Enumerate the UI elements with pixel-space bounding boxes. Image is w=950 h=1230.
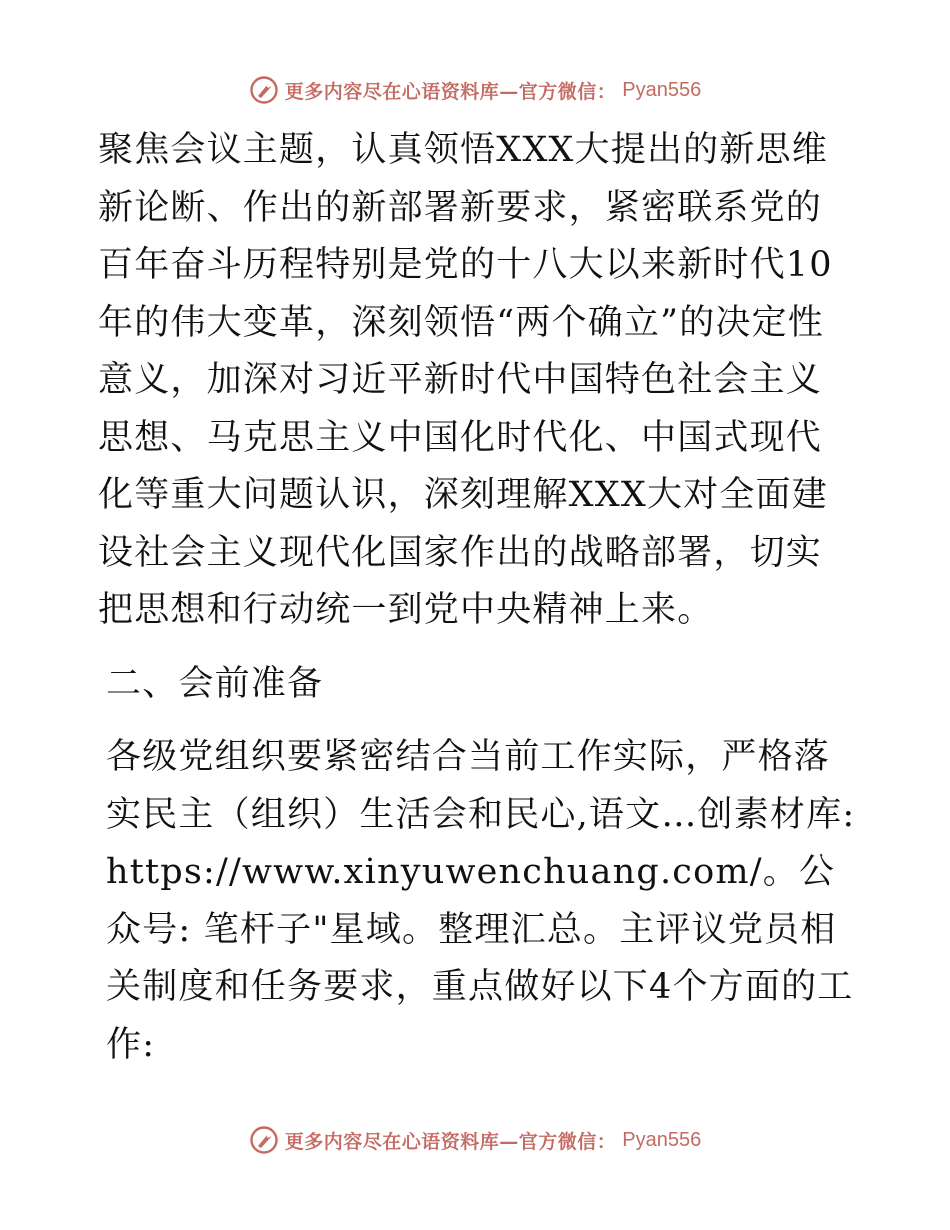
pen-nib-seal-icon [249,75,279,105]
footer-banner [0,1120,950,1160]
pen-nib-seal-icon [249,1125,279,1155]
header-banner [0,70,950,110]
wechat-id: Pyan556 [622,1128,702,1151]
paragraph-2: 各级党组织要紧密结合当前工作实际，严格落实民主（组织）生活会和民心,语文…创素材库: https://www.xinyuwenchuang.com/。公众号: 笔杆子"星域。整理汇总。主评议党员相关制度和任务要求，重点做好以下4个方面的工作: [106,737,868,1065]
document-body [98,122,868,1074]
banner-title: 更多内容尽在心语资料库—官方微信： [284,80,617,103]
wechat-id: Pyan556 [622,78,702,101]
paragraph-1: 聚焦会议主题，认真领悟XXX大提出的新思维新论断、作出的新部署新要求，紧密联系党的百年奋斗历程特别是党的十八大以来新时代10年的伟大变革，深刻领悟“两个确立”的决定性意义，加深对习近平新时代中国特色社会主义思想、马克思主义中国化时代化、中国式现代化等重大问题认识，深刻理解XXX大对全面建设社会主义现代化国家作出的战略部署，切实把思想和行动统一到党中央精神上来。 [98,130,833,630]
section-heading-2: 二、会前准备 [106,663,324,704]
banner-title: 更多内容尽在心语资料库—官方微信： [284,1130,617,1153]
